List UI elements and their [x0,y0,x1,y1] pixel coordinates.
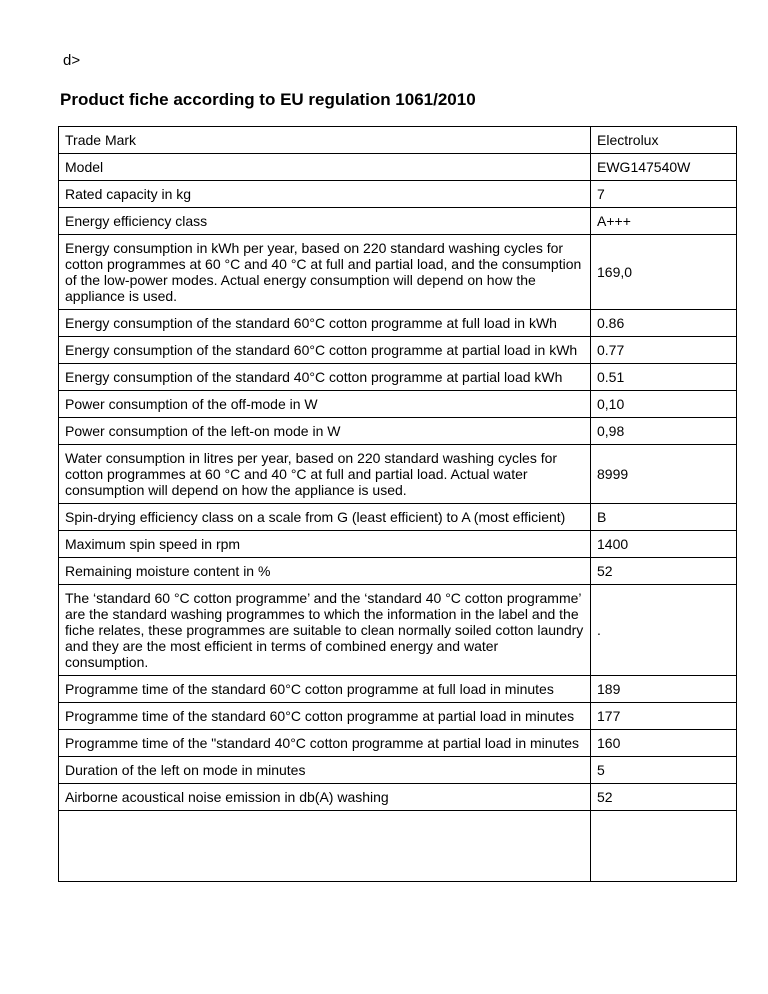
row-value: 0.77 [591,337,737,364]
row-label: Energy consumption of the standard 40°C cotton programme at partial load kWh [59,364,591,391]
row-label: Programme time of the standard 60°C cotton programme at full load in minutes [59,676,591,703]
row-label: Trade Mark [59,127,591,154]
table-row-energy-60-partial [59,337,737,364]
table-row-time-60-full [59,676,737,703]
row-label: Duration of the left on mode in minutes [59,757,591,784]
table-row-max-spin-speed [59,531,737,558]
table-row-off-mode-power [59,391,737,418]
row-label: The ‘standard 60 °C cotton programme’ and the ‘standard 40 °C cotton programme’ are the standard washing programmes to which the information in the label and the fiche relates, these programmes are suitable to clean normally soiled cotton laundry and they are the most efficient in terms of combined energy and water consumption. [59,585,591,676]
row-label: Spin-drying efficiency class on a scale from G (least efficient) to A (most efficient) [59,504,591,531]
table-row-energy-class [59,208,737,235]
row-label: Energy consumption of the standard 60°C cotton programme at partial load in kWh [59,337,591,364]
row-label-empty [59,811,591,882]
table-row-water-consumption [59,445,737,504]
stray-markup-text: d> [63,52,81,69]
table-row-model [59,154,737,181]
table-row-remaining-moisture [59,558,737,585]
row-label: Model [59,154,591,181]
table-row-spin-class [59,504,737,531]
row-value: EWG147540W [591,154,737,181]
table-row-annual-energy [59,235,737,310]
row-label: Power consumption of the off-mode in W [59,391,591,418]
row-value: 8999 [591,445,737,504]
row-value: 1400 [591,531,737,558]
row-value: 7 [591,181,737,208]
row-label: Energy consumption of the standard 60°C cotton programme at full load in kWh [59,310,591,337]
table-row-standard-programmes-note [59,585,737,676]
row-label: Remaining moisture content in % [59,558,591,585]
row-value: 5 [591,757,737,784]
product-fiche-table [58,126,737,882]
row-label: Rated capacity in kg [59,181,591,208]
row-value-empty [591,811,737,882]
table-row-energy-40-partial [59,364,737,391]
row-label: Energy consumption in kWh per year, based on 220 standard washing cycles for cotton programmes at 60 °C and 40 °C at full and partial load, and the consumption of the low-power modes. Actual energy consumption will depend on how the appliance is used. [59,235,591,310]
table-row-trade-mark [59,127,737,154]
row-value: 160 [591,730,737,757]
row-label: Energy efficiency class [59,208,591,235]
row-value: A+++ [591,208,737,235]
row-value: 169,0 [591,235,737,310]
table-row-time-60-partial [59,703,737,730]
row-value: 0.51 [591,364,737,391]
row-label: Water consumption in litres per year, based on 220 standard washing cycles for cotton programmes at 60 °C and 40 °C at full and partial load. Actual water consumption will depend on how the appliance is used. [59,445,591,504]
table-row-noise-washing [59,784,737,811]
table-row-left-on-power [59,418,737,445]
row-label: Programme time of the standard 60°C cotton programme at partial load in minutes [59,703,591,730]
row-value: 0,98 [591,418,737,445]
row-value: . [591,585,737,676]
row-label: Maximum spin speed in rpm [59,531,591,558]
table-row-energy-60-full [59,310,737,337]
table-row-rated-capacity [59,181,737,208]
table-row-empty [59,811,737,882]
table-row-time-40-partial [59,730,737,757]
row-value: 52 [591,558,737,585]
page-title: Product fiche according to EU regulation 1061/2010 [60,90,476,109]
row-value: 52 [591,784,737,811]
row-value: 0,10 [591,391,737,418]
row-label: Power consumption of the left-on mode in W [59,418,591,445]
row-value: 177 [591,703,737,730]
row-value: 0.86 [591,310,737,337]
row-value: B [591,504,737,531]
row-label: Programme time of the "standard 40°C cotton programme at partial load in minutes [59,730,591,757]
row-value: Electrolux [591,127,737,154]
row-value: 189 [591,676,737,703]
table-row-left-on-duration [59,757,737,784]
row-label: Airborne acoustical noise emission in db(A) washing [59,784,591,811]
